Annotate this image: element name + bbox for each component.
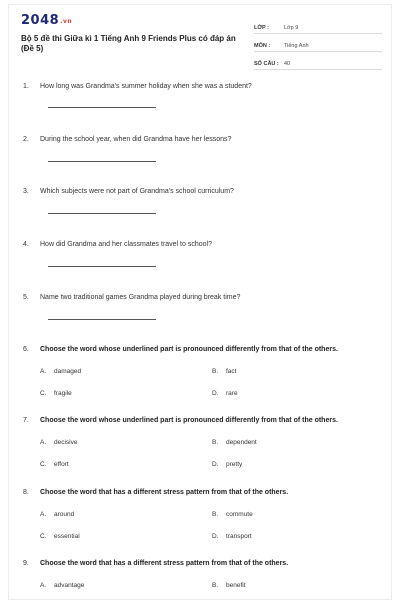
question-text: How long was Grandma's summer holiday when she was a student? (40, 83, 252, 90)
option-7b[interactable] (212, 439, 257, 446)
option-6a[interactable] (40, 368, 81, 375)
site-logo[interactable] (21, 13, 72, 28)
meta-value: 40 (284, 61, 291, 67)
question-number: 2. (23, 136, 29, 143)
option-text: transport (226, 533, 252, 540)
question-number: 5. (23, 294, 29, 301)
option-text: benefit (226, 582, 246, 589)
option-7c[interactable] (40, 461, 69, 468)
answer-line-3[interactable] (48, 213, 156, 214)
option-text: around (54, 511, 75, 518)
option-letter: A. (40, 582, 47, 589)
meta-label: LỚP : (254, 25, 269, 31)
option-letter: A. (40, 511, 47, 518)
answer-line-1[interactable] (48, 107, 156, 108)
option-8d[interactable] (212, 533, 252, 540)
option-9b[interactable] (212, 582, 246, 589)
option-8a[interactable] (40, 511, 74, 518)
question-text: During the school year, when did Grandma have her lessons? (40, 136, 232, 143)
option-letter: C. (40, 533, 47, 540)
option-letter: A. (40, 439, 47, 446)
question-number: 7. (23, 417, 29, 424)
question-number: 6. (23, 346, 29, 353)
question-text: Choose the word that has a different stress pattern from that of the others. (40, 560, 289, 567)
option-letter: D. (212, 533, 219, 540)
option-text: dependent (226, 439, 257, 446)
option-letter: C. (40, 461, 47, 468)
exam-page (8, 4, 392, 600)
option-6b[interactable] (212, 368, 236, 375)
question-text: Which subjects were not part of Grandma's school curriculum? (40, 188, 234, 195)
meta-row-class (254, 16, 382, 34)
meta-label: SỐ CÂU : (254, 61, 279, 67)
question-text: Choose the word that has a different stress pattern from that of the others. (40, 489, 289, 496)
question-number: 3. (23, 188, 29, 195)
option-text: damaged (54, 368, 82, 375)
meta-label: MÔN : (254, 43, 271, 49)
option-text: pretty (226, 461, 243, 468)
option-7d[interactable] (212, 461, 242, 468)
option-letter: A. (40, 368, 47, 375)
exam-meta (254, 16, 382, 70)
question-text: Name two traditional games Grandma played during break time? (40, 294, 241, 301)
option-letter: D. (212, 461, 219, 468)
meta-value: Tiếng Anh (284, 43, 309, 49)
question-text: Choose the word whose underlined part is pronounced differently from that of the others. (40, 346, 338, 353)
option-letter: D. (212, 390, 219, 397)
option-text: commute (226, 511, 253, 518)
meta-row-subject (254, 34, 382, 52)
option-text: decisive (54, 439, 78, 446)
logo-tld: .vn (60, 18, 73, 25)
question-number: 8. (23, 489, 29, 496)
option-8c[interactable] (40, 533, 80, 540)
option-letter: B. (212, 511, 219, 518)
meta-value: Lớp 9 (284, 25, 299, 31)
logo-text: 2048 (21, 13, 60, 28)
answer-line-5[interactable] (48, 319, 156, 320)
question-text: How did Grandma and her classmates travel to school? (40, 241, 212, 248)
question-number: 4. (23, 241, 29, 248)
option-text: fragile (54, 390, 72, 397)
question-number: 1. (23, 83, 29, 90)
option-letter: B. (212, 439, 219, 446)
option-6c[interactable] (40, 390, 72, 397)
option-6d[interactable] (212, 390, 238, 397)
document-title: Bộ 5 đề thi Giữa kì 1 Tiếng Anh 9 Friends Plus có đáp án (Đề 5) (21, 34, 236, 53)
option-text: effort (54, 461, 69, 468)
option-text: essential (54, 533, 80, 540)
option-text: rare (226, 390, 238, 397)
option-letter: C. (40, 390, 47, 397)
question-number: 9. (23, 560, 29, 567)
option-letter: B. (212, 368, 219, 375)
option-text: fact (226, 368, 237, 375)
answer-line-4[interactable] (48, 266, 156, 267)
option-9a[interactable] (40, 582, 84, 589)
meta-row-count (254, 52, 382, 70)
question-text: Choose the word whose underlined part is pronounced differently from that of the others. (40, 417, 338, 424)
option-text: advantage (54, 582, 85, 589)
option-letter: B. (212, 582, 219, 589)
option-8b[interactable] (212, 511, 253, 518)
option-7a[interactable] (40, 439, 77, 446)
page-header (9, 5, 391, 69)
answer-line-2[interactable] (48, 161, 156, 162)
